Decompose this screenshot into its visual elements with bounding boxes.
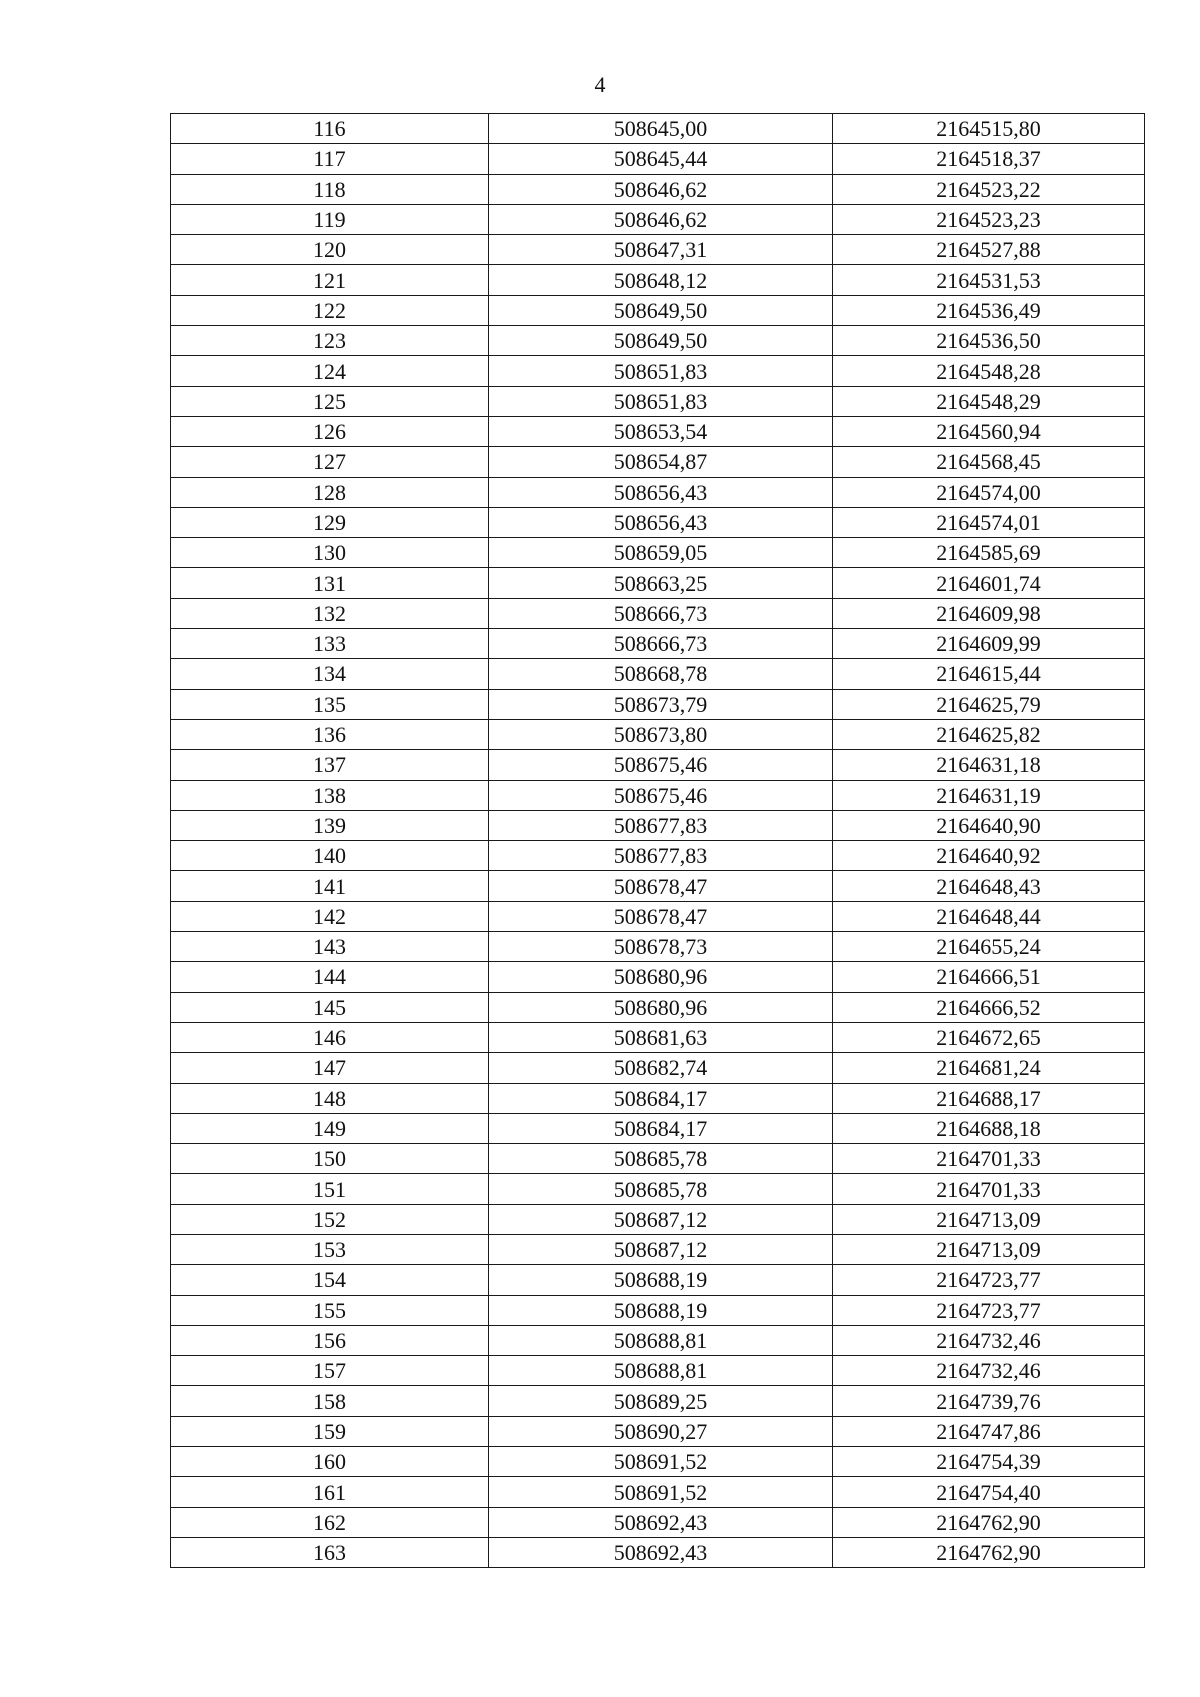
y-coordinate-cell: 2164762,90 <box>833 1507 1145 1537</box>
table-row <box>171 386 1145 416</box>
point-number-cell: 116 <box>171 114 489 144</box>
table-row <box>171 174 1145 204</box>
point-number-cell: 140 <box>171 841 489 871</box>
y-coordinate-cell: 2164625,79 <box>833 689 1145 719</box>
table-row <box>171 1204 1145 1234</box>
table-row <box>171 841 1145 871</box>
x-coordinate-cell: 508666,73 <box>489 598 833 628</box>
y-coordinate-cell: 2164531,53 <box>833 265 1145 295</box>
y-coordinate-cell: 2164560,94 <box>833 416 1145 446</box>
x-coordinate-cell: 508653,54 <box>489 416 833 446</box>
y-coordinate-cell: 2164536,49 <box>833 295 1145 325</box>
table-row <box>171 932 1145 962</box>
point-number-cell: 135 <box>171 689 489 719</box>
y-coordinate-cell: 2164732,46 <box>833 1325 1145 1355</box>
table-row <box>171 1022 1145 1052</box>
point-number-cell: 148 <box>171 1083 489 1113</box>
table-row <box>171 235 1145 265</box>
y-coordinate-cell: 2164681,24 <box>833 1053 1145 1083</box>
x-coordinate-cell: 508684,17 <box>489 1113 833 1143</box>
y-coordinate-cell: 2164523,22 <box>833 174 1145 204</box>
table-row <box>171 265 1145 295</box>
table-row <box>171 326 1145 356</box>
table-row <box>171 1325 1145 1355</box>
table-row <box>171 1295 1145 1325</box>
x-coordinate-cell: 508673,79 <box>489 689 833 719</box>
y-coordinate-cell: 2164515,80 <box>833 114 1145 144</box>
point-number-cell: 158 <box>171 1386 489 1416</box>
table-row <box>171 1356 1145 1386</box>
table-row <box>171 719 1145 749</box>
page-number: 4 <box>594 72 606 97</box>
point-number-cell: 151 <box>171 1174 489 1204</box>
coordinates-table-body <box>171 114 1145 1568</box>
table-row <box>171 901 1145 931</box>
point-number-cell: 128 <box>171 477 489 507</box>
x-coordinate-cell: 508688,81 <box>489 1325 833 1355</box>
y-coordinate-cell: 2164601,74 <box>833 568 1145 598</box>
x-coordinate-cell: 508677,83 <box>489 810 833 840</box>
y-coordinate-cell: 2164631,18 <box>833 750 1145 780</box>
point-number-cell: 145 <box>171 992 489 1022</box>
table-row <box>171 114 1145 144</box>
point-number-cell: 125 <box>171 386 489 416</box>
x-coordinate-cell: 508689,25 <box>489 1386 833 1416</box>
point-number-cell: 130 <box>171 538 489 568</box>
y-coordinate-cell: 2164574,00 <box>833 477 1145 507</box>
x-coordinate-cell: 508647,31 <box>489 235 833 265</box>
table-row <box>171 538 1145 568</box>
y-coordinate-cell: 2164615,44 <box>833 659 1145 689</box>
x-coordinate-cell: 508651,83 <box>489 356 833 386</box>
y-coordinate-cell: 2164631,19 <box>833 780 1145 810</box>
y-coordinate-cell: 2164640,90 <box>833 810 1145 840</box>
y-coordinate-cell: 2164723,77 <box>833 1265 1145 1295</box>
table-row <box>171 1265 1145 1295</box>
x-coordinate-cell: 508648,12 <box>489 265 833 295</box>
x-coordinate-cell: 508692,43 <box>489 1507 833 1537</box>
y-coordinate-cell: 2164527,88 <box>833 235 1145 265</box>
point-number-cell: 144 <box>171 962 489 992</box>
table-row <box>171 1537 1145 1567</box>
table-row <box>171 507 1145 537</box>
table-row <box>171 1083 1145 1113</box>
x-coordinate-cell: 508677,83 <box>489 841 833 871</box>
x-coordinate-cell: 508688,81 <box>489 1356 833 1386</box>
y-coordinate-cell: 2164747,86 <box>833 1416 1145 1446</box>
table-row <box>171 629 1145 659</box>
x-coordinate-cell: 508678,47 <box>489 901 833 931</box>
table-row <box>171 1416 1145 1446</box>
table-row <box>171 477 1145 507</box>
y-coordinate-cell: 2164609,98 <box>833 598 1145 628</box>
point-number-cell: 159 <box>171 1416 489 1446</box>
point-number-cell: 163 <box>171 1537 489 1567</box>
point-number-cell: 127 <box>171 447 489 477</box>
point-number-cell: 153 <box>171 1234 489 1264</box>
y-coordinate-cell: 2164754,40 <box>833 1477 1145 1507</box>
point-number-cell: 120 <box>171 235 489 265</box>
x-coordinate-cell: 508649,50 <box>489 295 833 325</box>
x-coordinate-cell: 508690,27 <box>489 1416 833 1446</box>
table-row <box>171 1113 1145 1143</box>
y-coordinate-cell: 2164723,77 <box>833 1295 1145 1325</box>
y-coordinate-cell: 2164701,33 <box>833 1174 1145 1204</box>
point-number-cell: 157 <box>171 1356 489 1386</box>
x-coordinate-cell: 508685,78 <box>489 1144 833 1174</box>
y-coordinate-cell: 2164609,99 <box>833 629 1145 659</box>
table-row <box>171 568 1145 598</box>
point-number-cell: 137 <box>171 750 489 780</box>
table-row <box>171 689 1145 719</box>
point-number-cell: 146 <box>171 1022 489 1052</box>
point-number-cell: 138 <box>171 780 489 810</box>
y-coordinate-cell: 2164536,50 <box>833 326 1145 356</box>
x-coordinate-cell: 508673,80 <box>489 719 833 749</box>
point-number-cell: 139 <box>171 810 489 840</box>
table-row <box>171 356 1145 386</box>
table-row <box>171 962 1145 992</box>
point-number-cell: 152 <box>171 1204 489 1234</box>
table-row <box>171 144 1145 174</box>
table-row <box>171 1144 1145 1174</box>
x-coordinate-cell: 508649,50 <box>489 326 833 356</box>
x-coordinate-cell: 508659,05 <box>489 538 833 568</box>
y-coordinate-cell: 2164655,24 <box>833 932 1145 962</box>
x-coordinate-cell: 508656,43 <box>489 477 833 507</box>
x-coordinate-cell: 508675,46 <box>489 780 833 810</box>
point-number-cell: 147 <box>171 1053 489 1083</box>
x-coordinate-cell: 508680,96 <box>489 992 833 1022</box>
point-number-cell: 160 <box>171 1447 489 1477</box>
point-number-cell: 136 <box>171 719 489 749</box>
y-coordinate-cell: 2164518,37 <box>833 144 1145 174</box>
point-number-cell: 143 <box>171 932 489 962</box>
y-coordinate-cell: 2164648,44 <box>833 901 1145 931</box>
point-number-cell: 155 <box>171 1295 489 1325</box>
table-row <box>171 1174 1145 1204</box>
y-coordinate-cell: 2164739,76 <box>833 1386 1145 1416</box>
point-number-cell: 162 <box>171 1507 489 1537</box>
table-row <box>171 659 1145 689</box>
x-coordinate-cell: 508680,96 <box>489 962 833 992</box>
point-number-cell: 117 <box>171 144 489 174</box>
point-number-cell: 129 <box>171 507 489 537</box>
point-number-cell: 156 <box>171 1325 489 1355</box>
x-coordinate-cell: 508646,62 <box>489 204 833 234</box>
point-number-cell: 133 <box>171 629 489 659</box>
x-coordinate-cell: 508691,52 <box>489 1447 833 1477</box>
point-number-cell: 161 <box>171 1477 489 1507</box>
y-coordinate-cell: 2164666,51 <box>833 962 1145 992</box>
table-row <box>171 992 1145 1022</box>
x-coordinate-cell: 508684,17 <box>489 1083 833 1113</box>
x-coordinate-cell: 508692,43 <box>489 1537 833 1567</box>
table-row <box>171 1234 1145 1264</box>
table-row <box>171 871 1145 901</box>
x-coordinate-cell: 508651,83 <box>489 386 833 416</box>
y-coordinate-cell: 2164672,65 <box>833 1022 1145 1052</box>
y-coordinate-cell: 2164666,52 <box>833 992 1145 1022</box>
y-coordinate-cell: 2164762,90 <box>833 1537 1145 1567</box>
y-coordinate-cell: 2164568,45 <box>833 447 1145 477</box>
table-row <box>171 598 1145 628</box>
point-number-cell: 121 <box>171 265 489 295</box>
x-coordinate-cell: 508663,25 <box>489 568 833 598</box>
table-row <box>171 810 1145 840</box>
y-coordinate-cell: 2164713,09 <box>833 1204 1145 1234</box>
y-coordinate-cell: 2164701,33 <box>833 1144 1145 1174</box>
y-coordinate-cell: 2164648,43 <box>833 871 1145 901</box>
point-number-cell: 131 <box>171 568 489 598</box>
point-number-cell: 123 <box>171 326 489 356</box>
y-coordinate-cell: 2164523,23 <box>833 204 1145 234</box>
x-coordinate-cell: 508685,78 <box>489 1174 833 1204</box>
table-row <box>171 1507 1145 1537</box>
x-coordinate-cell: 508666,73 <box>489 629 833 659</box>
x-coordinate-cell: 508688,19 <box>489 1295 833 1325</box>
table-row <box>171 1386 1145 1416</box>
x-coordinate-cell: 508645,00 <box>489 114 833 144</box>
x-coordinate-cell: 508654,87 <box>489 447 833 477</box>
table-row <box>171 1447 1145 1477</box>
y-coordinate-cell: 2164548,29 <box>833 386 1145 416</box>
table-row <box>171 1053 1145 1083</box>
y-coordinate-cell: 2164625,82 <box>833 719 1145 749</box>
point-number-cell: 126 <box>171 416 489 446</box>
x-coordinate-cell: 508687,12 <box>489 1234 833 1264</box>
point-number-cell: 149 <box>171 1113 489 1143</box>
x-coordinate-cell: 508682,74 <box>489 1053 833 1083</box>
x-coordinate-cell: 508681,63 <box>489 1022 833 1052</box>
table-row <box>171 204 1145 234</box>
y-coordinate-cell: 2164574,01 <box>833 507 1145 537</box>
table-row <box>171 295 1145 325</box>
point-number-cell: 142 <box>171 901 489 931</box>
y-coordinate-cell: 2164585,69 <box>833 538 1145 568</box>
y-coordinate-cell: 2164732,46 <box>833 1356 1145 1386</box>
x-coordinate-cell: 508675,46 <box>489 750 833 780</box>
x-coordinate-cell: 508678,73 <box>489 932 833 962</box>
point-number-cell: 134 <box>171 659 489 689</box>
x-coordinate-cell: 508668,78 <box>489 659 833 689</box>
table-row <box>171 447 1145 477</box>
x-coordinate-cell: 508678,47 <box>489 871 833 901</box>
point-number-cell: 150 <box>171 1144 489 1174</box>
point-number-cell: 122 <box>171 295 489 325</box>
y-coordinate-cell: 2164688,17 <box>833 1083 1145 1113</box>
table-row <box>171 780 1145 810</box>
point-number-cell: 119 <box>171 204 489 234</box>
x-coordinate-cell: 508687,12 <box>489 1204 833 1234</box>
x-coordinate-cell: 508656,43 <box>489 507 833 537</box>
y-coordinate-cell: 2164640,92 <box>833 841 1145 871</box>
y-coordinate-cell: 2164754,39 <box>833 1447 1145 1477</box>
x-coordinate-cell: 508646,62 <box>489 174 833 204</box>
table-row <box>171 750 1145 780</box>
y-coordinate-cell: 2164713,09 <box>833 1234 1145 1264</box>
y-coordinate-cell: 2164688,18 <box>833 1113 1145 1143</box>
point-number-cell: 154 <box>171 1265 489 1295</box>
point-number-cell: 118 <box>171 174 489 204</box>
table-row <box>171 416 1145 446</box>
x-coordinate-cell: 508691,52 <box>489 1477 833 1507</box>
coordinates-table <box>170 113 1145 1568</box>
x-coordinate-cell: 508688,19 <box>489 1265 833 1295</box>
y-coordinate-cell: 2164548,28 <box>833 356 1145 386</box>
x-coordinate-cell: 508645,44 <box>489 144 833 174</box>
point-number-cell: 124 <box>171 356 489 386</box>
table-row <box>171 1477 1145 1507</box>
point-number-cell: 132 <box>171 598 489 628</box>
point-number-cell: 141 <box>171 871 489 901</box>
